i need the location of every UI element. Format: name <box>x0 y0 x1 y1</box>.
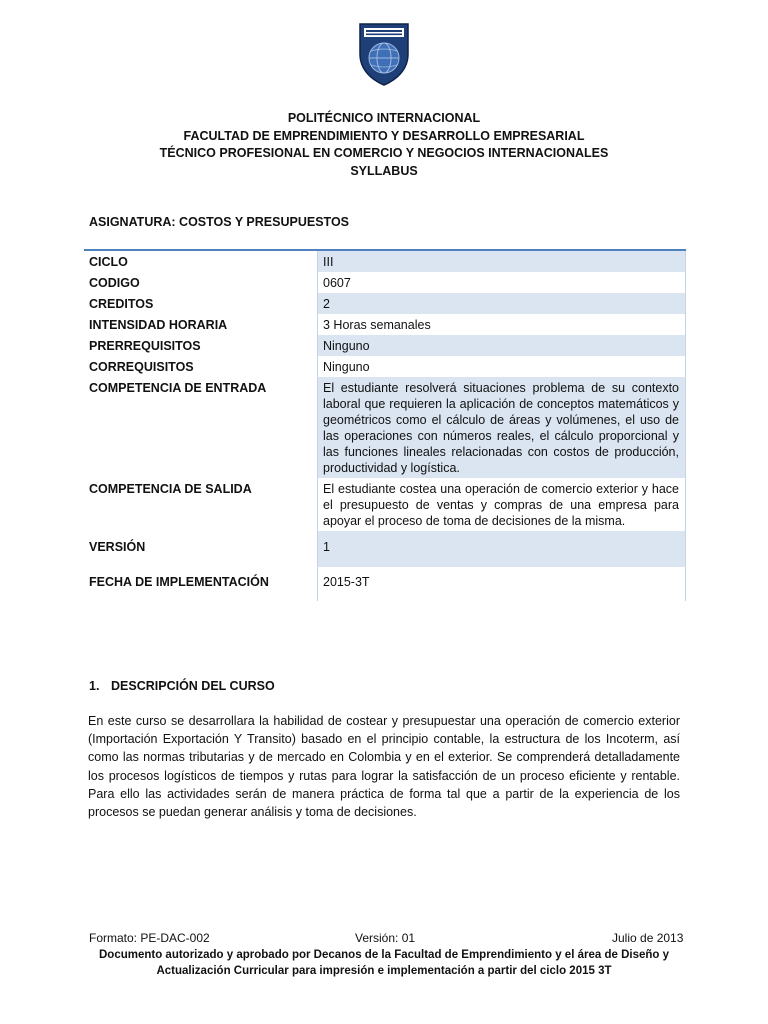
row-value: 1 <box>317 531 686 567</box>
document-heading <box>84 110 684 180</box>
row-label: CORREQUISITOS <box>89 360 194 374</box>
row-value: 3 Horas semanales <box>317 314 686 335</box>
course-description-paragraph: En este curso se desarrollara la habilidad de costear y presupuestar una operación de comercio exterior (Importación Exportación Y Transito) basado en el principio contable, la estructura de los Incoterm, así como las normas tributarias y de mercado en Colombia y en el exterior. Se comprenderá detalladamente los procesos logísticos de tiempos y rutas para lograr la satisfacción de un proceso eficiente y rentable. Para ello las actividades serán de manera práctica de forma tal que a partir de la experiencia de los procesos se puedan generar análisis y toma de decisiones. <box>88 714 680 820</box>
section-heading <box>89 679 275 693</box>
footer-format: Formato: PE-DAC-002 <box>89 931 210 945</box>
table-row <box>84 335 686 356</box>
subject-title: ASIGNATURA: COSTOS Y PRESUPUESTOS <box>89 215 350 229</box>
row-label: PRERREQUISITOS <box>89 339 201 353</box>
table-row <box>84 356 686 377</box>
row-value: El estudiante costea una operación de comercio exterior y hace el presupuesto de ventas y compras de una empresa para apoyar el proceso de toma de decisiones de la misma. <box>317 478 686 531</box>
syllabus-table <box>84 249 686 601</box>
table-row <box>84 314 686 335</box>
table-row <box>84 251 686 272</box>
program-name: TÉCNICO PROFESIONAL EN COMERCIO Y NEGOCIOS INTERNACIONALES <box>159 146 609 160</box>
row-value: Ninguno <box>317 356 686 377</box>
footer-version: Versión: 01 <box>355 931 416 945</box>
section-number: 1. <box>89 679 100 693</box>
footer-note-line: Actualización Curricular para impresión e implementación a partir del ciclo 2015 3T <box>156 964 612 977</box>
row-value: Ninguno <box>317 335 686 356</box>
row-label: CICLO <box>89 255 128 269</box>
row-label: VERSIÓN <box>89 540 146 554</box>
institution-logo <box>354 18 414 88</box>
row-label: CODIGO <box>89 276 140 290</box>
table-row <box>84 272 686 293</box>
table-row <box>84 478 686 531</box>
shield-crest-icon <box>354 18 414 88</box>
document-type: SYLLABUS <box>350 163 418 178</box>
row-value: 2015-3T <box>317 567 686 601</box>
table-row <box>84 531 686 567</box>
row-label: INTENSIDAD HORARIA <box>89 318 228 332</box>
row-value: III <box>317 251 686 272</box>
footer-date: Julio de 2013 <box>612 931 684 945</box>
row-label: COMPETENCIA DE ENTRADA <box>89 381 267 395</box>
row-label: COMPETENCIA DE SALIDA <box>89 482 252 496</box>
row-label: CREDITOS <box>89 297 154 311</box>
footer-note-line: Documento autorizado y aprobado por Decanos de la Facultad de Emprendimiento y el área de Diseño y <box>98 949 669 961</box>
row-label: FECHA DE IMPLEMENTACIÓN <box>89 575 269 589</box>
row-value: 0607 <box>317 272 686 293</box>
table-row <box>84 377 686 478</box>
row-value: 2 <box>317 293 686 314</box>
faculty-name: FACULTAD DE EMPRENDIMIENTO Y DESARROLLO EMPRESARIAL <box>183 128 585 143</box>
table-row <box>84 567 686 601</box>
footer-authorization-note <box>84 948 684 979</box>
section-title: DESCRIPCIÓN DEL CURSO <box>111 679 275 693</box>
institution-name: POLITÉCNICO INTERNACIONAL <box>287 111 481 125</box>
row-value: El estudiante resolverá situaciones problema de su contexto laboral que requieren la aplicación de conceptos matemáticos y geométricos como el cálculo de áreas y volúmenes, el uso de las operaciones con números reales, el cálculo proporcional y las funciones lineales relacionadas con costos de producción, productividad y logística. <box>317 377 686 478</box>
table-row <box>84 293 686 314</box>
